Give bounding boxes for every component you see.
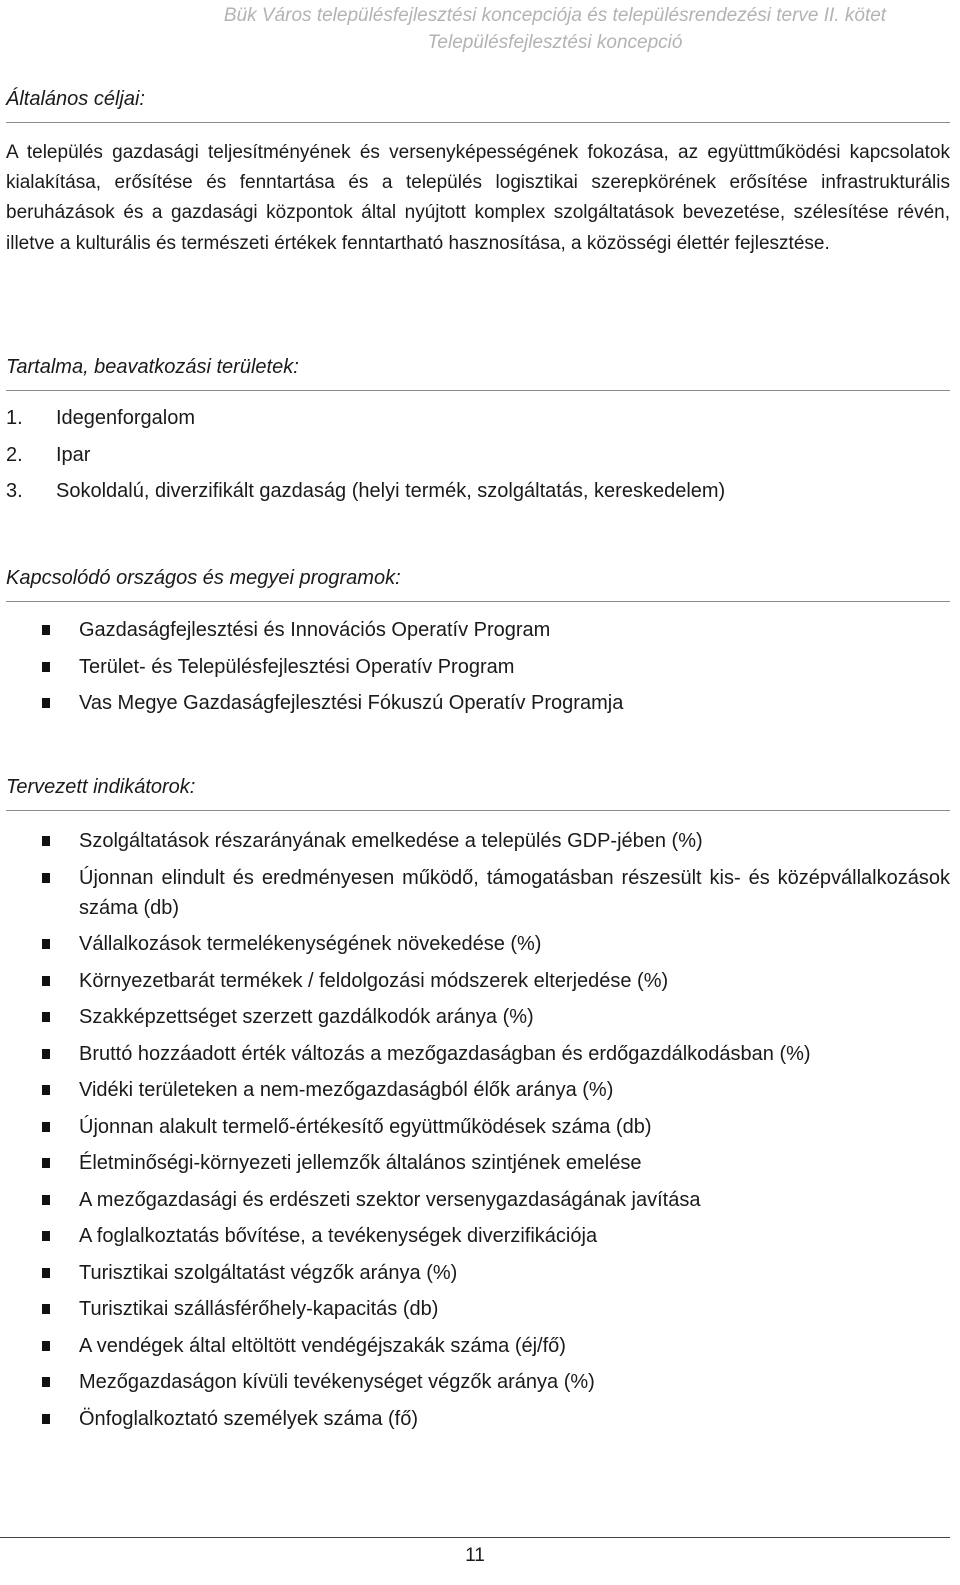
- bullet-text: Önfoglalkoztató személyek száma (fő): [79, 1407, 419, 1430]
- header-line-1: Bük Város településfejlesztési koncepciója és településrendezési terve II. kötet: [223, 5, 887, 26]
- square-bullet-icon: [42, 1049, 50, 1059]
- item-text: Idegenforgalom: [56, 407, 195, 429]
- item-number: 3.: [6, 480, 23, 502]
- general-goals-paragraph: A település gazdasági teljesítményének és versenyképességének fokozása, az együttműködési kapcsolatok kialakítása, erősítése és fenntartása és a település logisztikai szerepkörének erősítése infrastrukturális beruházások és a gazdasági központok által nyújtott komplex szolgáltatások bevezetése, szélesítése révén, illetve a kulturális és természeti értékek fenntartható hasznosítása, a közösségi élettér fejlesztése.: [6, 142, 950, 254]
- indicator-item: [0, 1148, 950, 1178]
- indicators-list: [0, 826, 950, 1440]
- bullet-text: Gazdaságfejlesztési és Innovációs Operatív Program: [79, 619, 551, 641]
- indicator-item: [0, 863, 950, 923]
- bullet-text: Bruttó hozzáadott érték változás a mezőgazdaságban és erdőgazdálkodásban (%): [79, 1042, 811, 1065]
- square-bullet-icon: [42, 1012, 50, 1022]
- indicator-item: [0, 1367, 950, 1397]
- indicators-heading: Tervezett indikátorok:: [6, 774, 950, 811]
- indicator-item: [0, 1221, 950, 1251]
- square-bullet-icon: [42, 1085, 50, 1095]
- programs-list: [0, 615, 950, 725]
- bullet-text: Turisztikai szállásférőhely-kapacitás (db): [79, 1298, 439, 1320]
- square-bullet-icon: [42, 698, 50, 708]
- content-area-item: [6, 437, 950, 474]
- indicator-item: [0, 1112, 950, 1142]
- square-bullet-icon: [42, 1341, 50, 1351]
- square-bullet-icon: [42, 1377, 50, 1387]
- content-areas-list: [6, 400, 950, 510]
- bullet-text: Terület- és Településfejlesztési Operatív Program: [79, 655, 515, 678]
- square-bullet-icon: [42, 1195, 50, 1205]
- bullet-text: Környezetbarát termékek / feldolgozási módszerek elterjedése (%): [79, 969, 669, 992]
- bullet-text: Vállalkozások termelékenységének növekedése (%): [79, 933, 542, 955]
- square-bullet-icon: [42, 662, 50, 672]
- indicator-item: [0, 966, 950, 996]
- footer-divider: [0, 1537, 950, 1538]
- content-areas-heading: Tartalma, beavatkozási területek:: [6, 354, 950, 391]
- indicator-item: [0, 1185, 950, 1215]
- content-area-item: [6, 473, 950, 510]
- bullet-text: A foglalkoztatás bővítése, a tevékenységek diverzifikációja: [79, 1225, 598, 1247]
- square-bullet-icon: [42, 625, 50, 635]
- square-bullet-icon: [42, 1304, 50, 1314]
- bullet-text: Újonnan elindult és eredményesen működő, támogatásban részesült kis- és középvállalkozások száma (db): [79, 866, 950, 919]
- square-bullet-icon: [42, 1122, 50, 1132]
- bullet-text: Turisztikai szolgáltatást végzők aránya (%): [79, 1261, 458, 1284]
- bullet-text: Szolgáltatások részarányának emelkedése a település GDP-jében (%): [79, 830, 703, 852]
- bullet-text: Szakképzettséget szerzett gazdálkodók aránya (%): [79, 1006, 534, 1028]
- bullet-text: Életminőségi-környezeti jellemzők általános szintjének emelése: [79, 1152, 642, 1174]
- program-item: [0, 688, 950, 718]
- program-item: [0, 652, 950, 682]
- header-line-2: Településfejlesztési koncepció: [427, 32, 683, 53]
- indicator-item: [0, 1331, 950, 1361]
- indicator-item: [0, 1294, 950, 1324]
- item-number: 1.: [6, 407, 23, 429]
- bullet-text: Vas Megye Gazdaságfejlesztési Fókuszú Operatív Programja: [79, 692, 624, 714]
- square-bullet-icon: [42, 836, 50, 846]
- page-number: 11: [465, 1545, 485, 1566]
- square-bullet-icon: [42, 1268, 50, 1278]
- indicator-item: [0, 1404, 950, 1434]
- square-bullet-icon: [42, 1158, 50, 1168]
- bullet-text: Mezőgazdaságon kívüli tevékenységet végzők aránya (%): [79, 1371, 595, 1393]
- bullet-text: Vidéki területeken a nem-mezőgazdaságból élők aránya (%): [79, 1079, 614, 1101]
- indicator-item: [0, 1075, 950, 1105]
- indicator-item: [0, 1002, 950, 1032]
- content-area-item: [6, 400, 950, 437]
- square-bullet-icon: [42, 976, 50, 986]
- bullet-text: A vendégek által eltöltött vendégéjszakák száma (éj/fő): [79, 1334, 566, 1357]
- programs-heading: Kapcsolódó országos és megyei programok:: [6, 565, 950, 602]
- square-bullet-icon: [42, 873, 50, 883]
- square-bullet-icon: [42, 1414, 50, 1424]
- item-text: Sokoldalú, diverzifikált gazdaság (helyi termék, szolgáltatás, kereskedelem): [56, 480, 726, 502]
- general-goals-heading: Általános céljai:: [6, 86, 950, 123]
- program-item: [0, 615, 950, 645]
- bullet-text: Újonnan alakult termelő-értékesítő együttműködések száma (db): [79, 1115, 652, 1138]
- square-bullet-icon: [42, 939, 50, 949]
- item-number: 2.: [6, 443, 23, 466]
- indicator-item: [0, 929, 950, 959]
- square-bullet-icon: [42, 1231, 50, 1241]
- bullet-text: A mezőgazdasági és erdészeti szektor versenygazdaságának javítása: [79, 1188, 701, 1211]
- item-text: Ipar: [56, 443, 91, 466]
- indicator-item: [0, 1039, 950, 1069]
- indicator-item: [0, 826, 950, 856]
- indicator-item: [0, 1258, 950, 1288]
- page-header: [0, 2, 960, 56]
